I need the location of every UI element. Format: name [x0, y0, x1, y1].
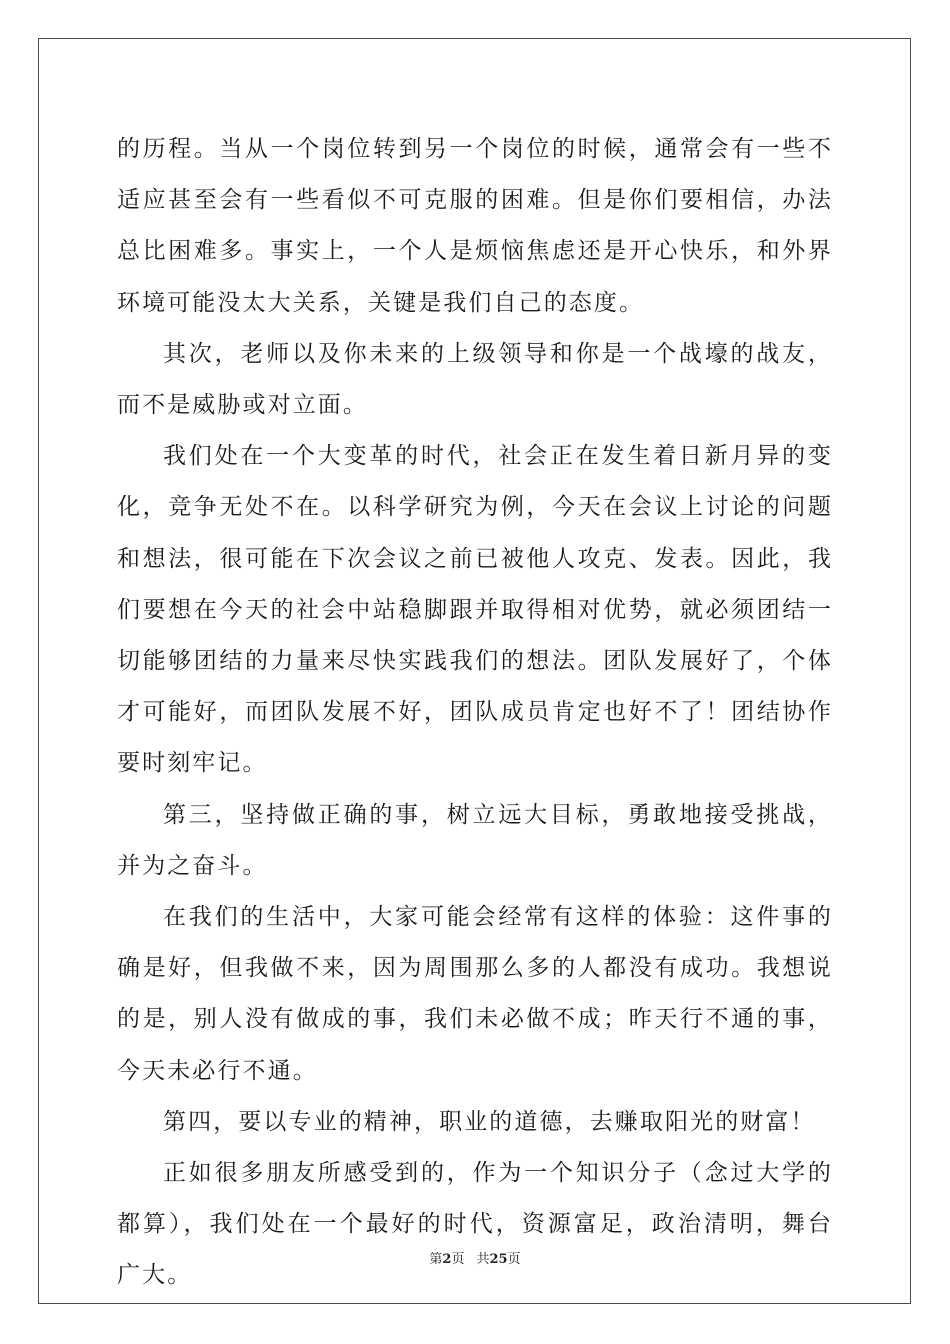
total-label-unit: 页: [507, 1252, 521, 1267]
paragraph: 我们处在一个大变革的时代，社会正在发生着日新月异的变化，竞争无处不在。以科学研究为例，今天在会议上讨论的问题和想法，很可能在下次会议之前已被他人攻克、发表。因此，我们要想在今天的社会中站稳脚跟并取得相对优势，就必须团结一切能够团结的力量来尽快实践我们的想法。团队发展好了，个体才可能好，而团队发展不好，团队成员肯定也好不了！团结协作要时刻牢记。: [117, 443, 833, 777]
current-page-number: 2: [442, 1252, 452, 1267]
paragraph: 的历程。当从一个岗位转到另一个岗位的时候，通常会有一些不适应甚至会有一些看似不可克服的困难。但是你们要相信，办法总比困难多。事实上，一个人是烦恼焦虑还是开心快乐，和外界环境可能没太大关系，关键是我们自己的态度。: [117, 136, 833, 316]
paragraph: 第四，要以专业的精神，职业的道德，去赚取阳光的财富！: [163, 1108, 816, 1135]
document-body: [117, 124, 833, 1302]
total-pages-number: 25: [489, 1252, 508, 1267]
page-label-prefix: 第: [429, 1252, 443, 1267]
page-footer: [0, 1248, 950, 1267]
page-label-unit: 页: [451, 1252, 465, 1267]
paragraph: 正如很多朋友所感受到的，作为一个知识分子（念过大学的都算），我们处在一个最好的时代，资源富足，政治清明，舞台广大。: [117, 1160, 833, 1289]
paragraph: 在我们的生活中，大家可能会经常有这样的体验：这件事的确是好，但我做不来，因为周围那么多的人都没有成功。我想说的是，别人没有做成的事，我们未必做不成；昨天行不通的事，今天未必行不通。: [117, 904, 833, 1084]
paragraph: 其次，老师以及你未来的上级领导和你是一个战壕的战友，而不是威胁或对立面。: [117, 340, 833, 419]
paragraph: 第三，坚持做正确的事，树立远大目标，勇敢地接受挑战，并为之奋斗。: [117, 801, 833, 879]
total-label-prefix: 共: [476, 1252, 490, 1267]
